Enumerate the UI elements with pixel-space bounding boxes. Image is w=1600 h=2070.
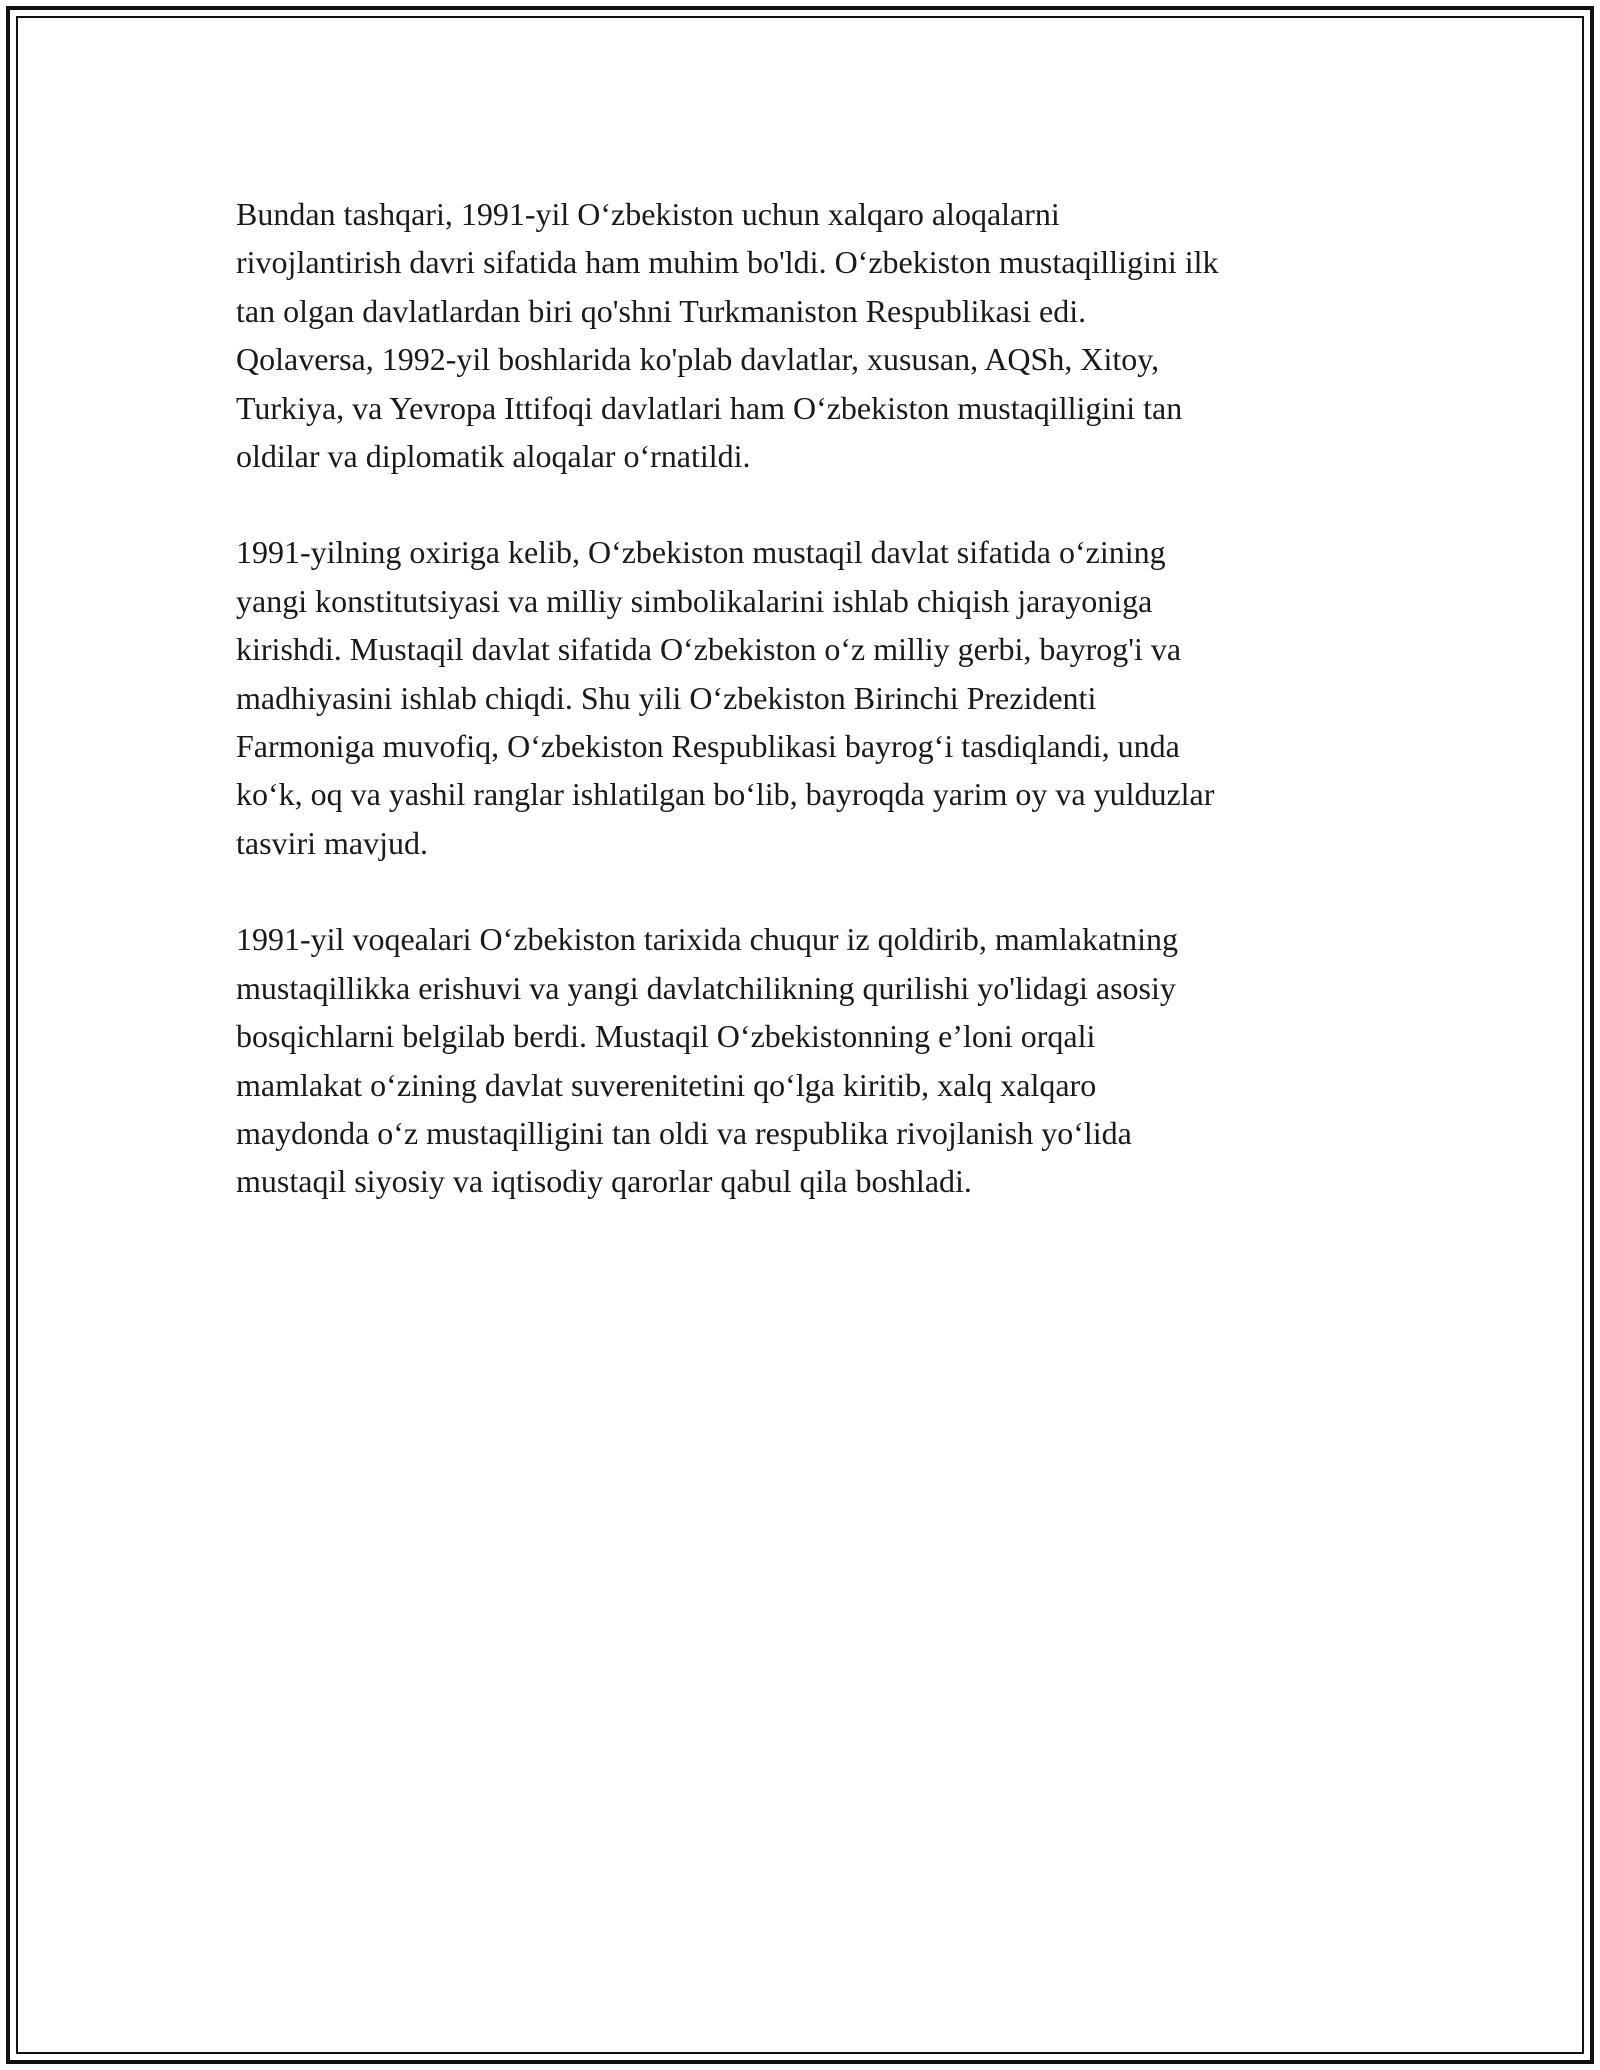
paragraph-2: 1991-yilning oxiriga kelib, O‘zbekiston mustaqil davlat sifatida o‘zining yangi konstitutsiyasi va milliy simbolikalarini ishlab chiqish jarayoniga kirishdi. Mustaqil davlat sifatida O‘zbekiston o‘z milliy gerbi, bayrog'i va madhiyasini ishlab chiqdi. Shu yili O‘zbekiston Birinchi Prezidenti Farmoniga muvofiq, O‘zbekiston Respublikasi bayrog‘i tasdiqlandi, unda ko‘k, oq va yashil ranglar ishlatilgan bo‘lib, bayroqda yarim oy va yulduzlar tasviri mavjud.	[236, 534, 1215, 861]
paragraph-1: Bundan tashqari, 1991-yil O‘zbekiston uchun xalqaro aloqalarni rivojlantirish davri sifatida ham muhim bo'ldi. O‘zbekiston mustaqilligini ilk tan olgan davlatlardan biri qo'shni Turkmaniston Respublikasi edi. Qolaversa, 1992-yil boshlarida ko'plab davlatlar, xususan, AQSh, Xitoy, Turkiya, va Yevropa Ittifoqi davlatlari ham O‘zbekiston mustaqilligini tan oldilar va diplomatik aloqalar o‘rnatildi.	[236, 196, 1219, 475]
paragraph-3: 1991-yil voqealari O‘zbekiston tarixida chuqur iz qoldirib, mamlakatning mustaqillikka erishuvi va yangi davlatchilikning qurilishi yo'lidagi asosiy bosqichlarni belgilab berdi. Mustaqil O‘zbekistonning e’loni orqali mamlakat o‘zining davlat suverenitetini qo‘lga kiritib, xalq xalqaro maydonda o‘z mustaqilligini tan oldi va respublika rivojlanish yo‘lida mustaqil siyosiy va iqtisodiy qarorlar qabul qila boshladi.	[236, 921, 1178, 1200]
document-body	[236, 190, 1366, 1254]
